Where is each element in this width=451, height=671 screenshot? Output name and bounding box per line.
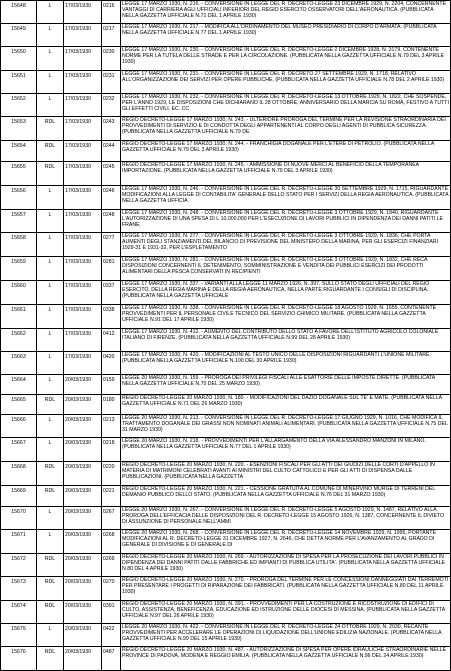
- table-row: [1, 352, 451, 375]
- act-number: 15659: [1, 257, 37, 281]
- act-type: L: [37, 257, 64, 281]
- act-page: 0487: [102, 647, 121, 671]
- table-row: [1, 601, 451, 624]
- act-page: 0248: [102, 210, 121, 233]
- act-description-text: REGIO DECRETO-LEGGE 20 MARZO 1930, N. 270. - PROROGA DEL TERMINE PER LE CONCESSIONI DANNEGGIATI DAI TERREMOTI PER PRESENTARE I PROGETTI DI RIPARAZIONE DEI FABBRICATI. (PUBBLICATA NELLA GAZZETTA UFFICIALE N.80 DEL 11 APRILE 1930): [122, 577, 449, 596]
- act-description-text: LEGGE 20 MARZO 1930, N. 218. - PROVVEDIMENTI PER L'ALLARGAMENTO DELLA VIA ALESSANDRO MANZONI IN MILANO. (PUBBLICATA NELLA GAZZETTA UFFICIALE N.77 DEL 1 APRILE 1930): [122, 438, 426, 451]
- table-row: [1, 375, 451, 395]
- act-description: [121, 530, 451, 554]
- act-date: 17/03/1930: [64, 210, 102, 233]
- act-date: 17/03/1930: [64, 257, 102, 281]
- act-page: 0422: [102, 624, 121, 647]
- act-number: 15649: [1, 24, 37, 47]
- act-date: 17/03/1930: [64, 47, 102, 71]
- act-number: 15664: [1, 375, 37, 395]
- table-row: [1, 415, 451, 438]
- table-row: [1, 530, 451, 554]
- act-date: 17/03/1930: [64, 281, 102, 305]
- table-row: [1, 257, 451, 281]
- act-type: L: [37, 186, 64, 210]
- table-row: [1, 94, 451, 117]
- act-description: [121, 462, 451, 486]
- act-description: [121, 24, 451, 47]
- act-description-text: LEGGE 17 MARZO 1930, N. 412. - AUMENTO DEL CONTRIBUTO DELLO STATO A FAVORE DELL'ISTITUTO AGRICOLO COLONIALE ITALIANO DI FIRENZE. (PUBBLICATA NELLA GAZZETTA UFFICIALE N.99 DEL 28 APRILE 1930): [122, 329, 439, 342]
- act-description: [121, 647, 451, 671]
- act-number: 15672: [1, 554, 37, 577]
- act-description: [121, 71, 451, 94]
- table-row: [1, 462, 451, 486]
- table-row: [1, 117, 451, 141]
- act-description-text: REGIO DECRETO-LEGGE 20 MARZO 1930, N. 391. - PROVVEDIMENTI PER LA COSTRUZIONE E RICOSTRUZIONE DI EDIFICI DI CULTO, ASSISTENZA, BENEFICENZA, EDUCAZIONE ED ISTRUZIONE DELLE DIOCESI DI MESSINA. (PUBBLICATA NELLA GAZZETTA UFFICIALE N.97 DEL 26 APRILE 1930): [122, 601, 445, 620]
- act-description: [121, 507, 451, 530]
- act-date: 20/03/1930: [64, 530, 102, 554]
- act-number: 15661: [1, 305, 37, 329]
- act-type: L: [37, 624, 64, 647]
- act-page: 0268: [102, 530, 121, 554]
- table-row: [1, 624, 451, 647]
- act-number: 15673: [1, 577, 37, 601]
- act-date: 20/03/1930: [64, 624, 102, 647]
- act-type: L: [37, 24, 64, 47]
- act-number: 15675: [1, 624, 37, 647]
- act-page: 0338: [102, 305, 121, 329]
- table-row: [1, 141, 451, 162]
- act-page: 0213: [102, 415, 121, 438]
- act-description-text: LEGGE 17 MARZO 1930, N. 277. - CONVERSIONE IN LEGGE DEL R. DECRETO-LEGGE 3 OTTOBRE 1929, N. 1836, CHE PORTA AUMENTI DEGLI STANZIAMENTI DEL BILANCIO DI PREVISIONE DEL MINISTERO DELLA MARINA, PER GLI ESERCIZI FINANZIARI 1929-31 E 1931-32, PER L'ESPLETAMENTO: [122, 233, 439, 252]
- act-type: L: [37, 352, 64, 375]
- act-description-text: REGIO DECRETO-LEGGE 17 MARZO 1930, N. 245. - AMMISSIONE DI NUOVE MERCI AL BENEFICIO DELLA TEMPORANEA IMPORTAZIONE. (PUBBLICATA NELLA GAZZETTA UFFICIALE N.79 DEL 3 APRILE 1930): [122, 162, 419, 175]
- act-number: 15666: [1, 415, 37, 438]
- act-number: 15667: [1, 438, 37, 462]
- act-page: 0245: [102, 162, 121, 186]
- act-description: [121, 210, 451, 233]
- act-number: 15651: [1, 71, 37, 94]
- table-row: [1, 210, 451, 233]
- act-number: 15671: [1, 530, 37, 554]
- act-description-text: REGIO DECRETO-LEGGE 17 MARZO 1930, N. 243. - ULTERIORE PROROGA DEL TERMINE PER LA REVISIONE STRAORDINARIA DEI PROVVEDIMENTI DI SERVIZIO E DI CONDOTTA DEGLI APPARTENENTI AL CORPO DEGLI AGENTI DI PUBBLICA SICUREZZA. (PUBBLICATA NELLA GAZZETTA UFFICIALE N.79 DE: [122, 117, 446, 136]
- act-number: 15655: [1, 162, 37, 186]
- act-number: 15663: [1, 352, 37, 375]
- act-page: 0267: [102, 507, 121, 530]
- act-date: 20/03/1930: [64, 577, 102, 601]
- act-description-text: LEGGE 17 MARZO 1930, N. 420. - MODIFICAZIONI AL TESTO UNICO DELLE DISPOSIZIONI RIGUARDANTI L'UNIONE MILITARE. (PUBBLICATA NELLA GAZZETTA UFFICIALE N.100 DEL 30 APRILE 1930): [122, 352, 431, 365]
- act-type: RDL: [37, 162, 64, 186]
- act-number: 15656: [1, 186, 37, 210]
- act-page: 0391: [102, 601, 121, 624]
- act-date: 17/03/1930: [64, 186, 102, 210]
- act-description: [121, 352, 451, 375]
- act-type: RDL: [37, 117, 64, 141]
- act-number: 15670: [1, 507, 37, 530]
- act-number: 15662: [1, 329, 37, 352]
- act-type: RDL: [37, 141, 64, 162]
- act-type: RDL: [37, 554, 64, 577]
- act-page: 0221: [102, 486, 121, 507]
- act-description-text: LEGGE 20 MARZO 1930, N. 422. - CONVERSIONE IN LEGGE DEL R. DECRETO-LEGGE 24 OTTOBRE 1929, N. 2030, RECANTE PROVVEDIMENTI PER ACCELERARE LE OPERAZIONI DI LIQUIDAZIONE DELL'UNIONE EDILIZIA NAZIONALE. (PUBBLICATA NELLA GAZZETTA UFFICIALE N.99 DEL 15 APRILE 1930): [122, 624, 442, 643]
- act-type: L: [37, 233, 64, 257]
- act-number: 15658: [1, 233, 37, 257]
- table-row: [1, 233, 451, 257]
- act-description-text: LEGGE 17 MARZO 1930, N. 281. - CONVERSIONE IN LEGGE DEL R. DECRETO-LEGGE 3 OTTOBRE 1929, N. 1832, CHE RECA DISPOSIZIONI CONCERNENTI IL DETENIMENTO, SOMMINISTRAZIONE E VENDITA DEI PUBBLICI ESERCIZI DEI PRODOTTI ALIMENTARI DELLA PESCA CONSERVATI IN RECIPIENTI: [122, 257, 428, 276]
- table-row: [1, 281, 451, 305]
- act-type: L: [37, 1, 64, 24]
- act-description: [121, 281, 451, 305]
- act-date: 20/03/1930: [64, 395, 102, 415]
- act-description: [121, 162, 451, 186]
- act-number: 15676: [1, 647, 37, 671]
- table-row: [1, 47, 451, 71]
- act-description: [121, 305, 451, 329]
- act-number: 15648: [1, 1, 37, 24]
- act-date: 20/03/1930: [64, 462, 102, 486]
- table-row: [1, 24, 451, 47]
- act-page: 0230: [102, 47, 121, 71]
- table-row: [1, 162, 451, 186]
- act-type: L: [37, 94, 64, 117]
- act-description: [121, 141, 451, 162]
- act-description-text: LEGGE 20 MARZO 1930, N. 267. - CONVERSIONE IN LEGGE DEL R. DECRETO-LEGGE 5 AGOSTO 1929, N. 1487, RELATIVO ALLA PROROGA DELL'EFFICACIA DELLE DISPOSIZIONI DEL R. DECRETO-LEGGE 15 AGOSTO 1926, N. 1387, CONCERNENTE IL DIVIETO DI ASSUNZIONE DI PERSONALE NELL'AMMI: [122, 507, 445, 526]
- act-description-text: REGIO DECRETO-LEGGE 20 MARZO 1930, N. 221. - CESSIONE GRATUITA AL COMUNE DI MINERVINO MURGE DI TERRENI DEL DEMANIO PUBBLICO DELLO STATO. (PUBBLICATA NELLA GAZZETTA UFFICIALE N.76 DEL 31 MARZO 1930): [122, 486, 436, 499]
- act-date: 17/03/1930: [64, 1, 102, 24]
- act-description: [121, 577, 451, 601]
- act-description: [121, 438, 451, 462]
- act-description-text: LEGGE 17 MARZO 1930, N. 230. - CONVERSIONE IN LEGGE DEL R. DECRETO-LEGGE 2 DICEMBRE 1928, N. 3179, CONTENENTE NORME PER LA TUTELA DELLE STRADE E PER LA CIRCOLAZIONE. (PUBBLICATA NELLA GAZZETTA UFFICIALE N.79 DEL 3 APRILE 1930): [122, 47, 445, 66]
- act-page: 0180: [102, 395, 121, 415]
- act-page: 0281: [102, 257, 121, 281]
- act-description: [121, 257, 451, 281]
- table-row: [1, 438, 451, 462]
- act-date: 17/03/1930: [64, 71, 102, 94]
- act-description: [121, 624, 451, 647]
- table-row: [1, 486, 451, 507]
- act-description-text: LEGGE 17 MARZO 1930, N. 337. - VARIANTI ALLA LEGGE 11 MARZO 1926, N. 397, SULLO STATO DEGLI UFFICIALI DEL REGIO ESERCITO, DELLA REGIA MARINA E DELLA REGIA AERONAUTICA, NELLA PARTE RIGUARDANTE I CONSIGLI DI DISCIPLINA. (PUBBLICATA NELLA GAZZETTA UFFICIALE: [122, 281, 430, 300]
- act-number: 15660: [1, 281, 37, 305]
- act-description-text: LEGGE 20 MARZO 1930, N. 159. - PROROGA DEI PRIVILEGI FISCALI ALLE ESATTORIE DELLE IMPOSTE DIRETTE. (PUBBLICATA NELLA GAZZETTA UFFICIALE N.70 DEL 25 MARZO 1930): [122, 375, 435, 388]
- act-description-text: LEGGE 17 MARZO 1930, N. 338. - CONVERSIONE IN LEGGE DEL R. DECRETO-LEGGE 18 AGOSTO 1929, N. 1655, CONTENENTE PROVVEDIMENTI PER IL PERSONALE CIVILE TECNICO DEL SERVIZIO CHIMICO MILITARE. (PUBBLICATA NELLA GAZZETTA UFFICIALE N.91 DEL 17 APRILE 1930): [122, 305, 437, 324]
- table-row: [1, 1, 451, 24]
- act-type: L: [37, 281, 64, 305]
- act-type: L: [37, 375, 64, 395]
- act-number: 15665: [1, 395, 37, 415]
- table-row: [1, 554, 451, 577]
- act-date: 20/03/1930: [64, 647, 102, 671]
- act-description-text: REGIO DECRETO-LEGGE 17 MARZO 1930, N. 244. - FRANCHIGIA DOGANALE PER L'ETERE DI PETROLIO. (PUBBLICATA NELLA GAZZETTA UFFICIALE N.79 DEL 3 APRILE 1930): [122, 141, 435, 154]
- act-description-text: LEGGE 17 MARZO 1930, N. 232. - CONVERSIONE IN LEGGE DEL R. DECRETO-LEGGE 13 OTTOBRE 1929, N. 1822, CHE SOSPENDE, PER L'ANNO 1929, LE DISPOSIZIONI CHE DICHIARANO IL 28 OTTOBRE, ANNIVERSARIO DELLA MARCIA SU ROMA, FESTIVO A TUTTI GLI EFFETTI CIVILI. EC. CC: [122, 94, 449, 113]
- table-row: [1, 395, 451, 415]
- act-page: 0246: [102, 186, 121, 210]
- act-description: [121, 94, 451, 117]
- act-page: 0270: [102, 577, 121, 601]
- act-page: 0220: [102, 462, 121, 486]
- act-page: 0243: [102, 117, 121, 141]
- act-number: 15657: [1, 210, 37, 233]
- act-description-text: LEGGE 20 MARZO 1930, N. 268. - CONVERSIONE IN LEGGE DEL R. DECRETO-LEGGE 14 NOVEMBRE 1929, N. 1995, PORTANTE MODIFICAZIONI AL R. DECRETO-LEGGE 31 DICEMBRE 1927, N. 2646, CHE DETTA NORME PER L'AVANZAMENTO AL GRADO DI GENERALE DI DIVISIONE E DI GENERALE DI: [122, 530, 437, 549]
- act-type: RDL: [37, 462, 64, 486]
- act-type: L: [37, 329, 64, 352]
- act-description-text: LEGGE 17 MARZO 1930, N. 248. - CONVERSIONE IN LEGGE DEL R. DECRETO-LEGGE 3 OTTOBRE 1929, N. 1840, RIGUARDANTE L'AUTORIZZAZIONE DI UNA SPESA DI L.10.000.000 PER L'ESECUZIONE DI LAVORI PUBBLICI IN DIPENDENZA DEI DANNI PATITI LE FRANE.: [122, 210, 444, 229]
- act-type: L: [37, 438, 64, 462]
- act-date: 17/03/1930: [64, 329, 102, 352]
- act-type: L: [37, 507, 64, 530]
- act-page: 0232: [102, 94, 121, 117]
- act-date: 20/03/1930: [64, 415, 102, 438]
- act-description: [121, 233, 451, 257]
- act-description-text: LEGGE 17 MARZO 1930, N. 217. - MODIFICA ALL'ORDINAMENTO DEL MUSEO PRESIDIARIO DI CORPO D'ARMATA. (PUBBLICATA NELLA GAZZETTA UFFICIALE N.77 DEL 1 APRILE 1930): [122, 24, 437, 37]
- act-description: [121, 554, 451, 577]
- act-description-text: REGIO DECRETO-LEGGE 20 MARZO 1930, N. 487. - AUTORIZZAZIONE DI SPESA PER OPERE IDRAULICHE STRAORDINARIE NELLE PROVINCE DI PADOVA, MODENA E REGGIO EMILIA. (PUBBLICATA NELLA GAZZETTA UFFICIALE N.96 DEL 24 APRILE 1930): [122, 647, 447, 660]
- act-description-text: LEGGE 17 MARZO 1930, N. 231. - CONVERSIONE IN LEGGE DEL R. DECRETO 27 SETTEMBRE 1929, N. 1718, RELATIVO ALL'ORGANIZZAZIONE DEI SERVIZI PER OPERE PUBBLICHE. (PUBBLICATA NELLA GAZZETTA UFFICIALE N.78 DEL 2 APRILE 1930): [122, 71, 445, 84]
- act-page: 0244: [102, 141, 121, 162]
- table-row: [1, 71, 451, 94]
- act-date: 20/03/1930: [64, 486, 102, 507]
- act-number: 15668: [1, 462, 37, 486]
- act-number: 15650: [1, 47, 37, 71]
- act-type: L: [37, 210, 64, 233]
- table-row: [1, 647, 451, 671]
- table-body: [1, 1, 451, 671]
- act-date: 17/03/1930: [64, 94, 102, 117]
- act-type: RDL: [37, 486, 64, 507]
- table-row: [1, 186, 451, 210]
- act-date: 17/03/1930: [64, 305, 102, 329]
- act-description: [121, 375, 451, 395]
- act-type: L: [37, 415, 64, 438]
- act-page: 0231: [102, 71, 121, 94]
- act-description-text: LEGGE 17 MARZO 1930, N. 216. - CONVERSIONE IN LEGGE DEL R. DECRETO-LEGGE 23 DICEMBRE 1929, N. 2204, CONCERNENTE VANTAGGI DI CARRIERA AGLI UFFICIALI INFERIORI DEL REGIO ESERCITO OSSERVATORI DELL'AERONAUTICA. (PUBBLICATA NELLA GAZZETTA UFFICIALE N.71 DEL 1 APRILE 1930): [122, 1, 447, 20]
- act-page: 0277: [102, 233, 121, 257]
- table-row: [1, 507, 451, 530]
- act-page: 0217: [102, 24, 121, 47]
- act-description: [121, 47, 451, 71]
- act-description-text: REGIO DECRETO-LEGGE 20 MARZO 1930, N. 180. - MODIFICAZIONI DEL DAZIO DOGANALE SUL TE' E MATE. (PUBBLICATA NELLA GAZZETTA UFFICIALE N.71 DEL 26 MARZO 1930): [122, 395, 442, 408]
- act-description: [121, 415, 451, 438]
- act-date: 20/03/1930: [64, 438, 102, 462]
- act-page: 0159: [102, 375, 121, 395]
- act-page: 0420: [102, 352, 121, 375]
- act-date: 20/03/1930: [64, 507, 102, 530]
- act-type: L: [37, 71, 64, 94]
- act-number: 15653: [1, 117, 37, 141]
- act-description: [121, 329, 451, 352]
- act-description: [121, 601, 451, 624]
- act-description-text: REGIO DECRETO-LEGGE 20 MARZO 1930, N. 269. - AUTORIZZAZIONE DI SPESA PER LA PROSECUZIONE DEI LAVORI PUBBLICI IN DIPENDENZA DEI DANNI PATITI DALLE FABBRICHE ED IMPIANTI DI PUBBLICA UTILITA'. (PUBBLICATA NELLA GAZZETTA UFFICIALE N.80 DEL 4 APRILE 1930): [122, 554, 445, 573]
- table-row: [1, 577, 451, 601]
- table-row: [1, 329, 451, 352]
- act-description: [121, 117, 451, 141]
- act-description-text: LEGGE 17 MARZO 1930, N. 246. - CONVERSIONE IN LEGGE DEL R. DECRETO-LEGGE 30 SETTEMBRE 1929, N. 1715, RIGUARDANTE MODIFICAZIONI ALLA LEGGE DI CONTABILITA' GENERALE DELLO STATO PER I SERVIZI DELLA REGIA AERONAUTICA. (PUBBLICATA NELLA GAZZETTA UFFICIA: [122, 186, 449, 205]
- act-description: [121, 486, 451, 507]
- act-date: 17/03/1930: [64, 233, 102, 257]
- act-date: 20/03/1930: [64, 375, 102, 395]
- act-type: RDL: [37, 601, 64, 624]
- act-type: RDL: [37, 395, 64, 415]
- act-date: 17/03/1930: [64, 141, 102, 162]
- act-number: 15654: [1, 141, 37, 162]
- act-description: [121, 186, 451, 210]
- act-date: 17/03/1930: [64, 24, 102, 47]
- act-date: 20/03/1930: [64, 601, 102, 624]
- act-number: 15669: [1, 486, 37, 507]
- act-number: 15652: [1, 94, 37, 117]
- act-date: 17/03/1930: [64, 352, 102, 375]
- act-type: L: [37, 47, 64, 71]
- act-type: L: [37, 305, 64, 329]
- act-description: [121, 395, 451, 415]
- act-date: 17/03/1930: [64, 117, 102, 141]
- act-description-text: LEGGE 20 MARZO 1930, N. 213. - CONVERSIONE IN LEGGE DEL R. DECRETO-LEGGE 17 GIUGNO 1929, N. 1016, CHE MODIFICA IL TRATTAMENTO DOGANALE DEI GRASSI NON NOMINATI ANIMALI ALIMENTARI. (PUBBLICATA NELLA GAZZETTA UFFICIALE N.75 DEL 31 MARZO 1930): [122, 415, 448, 434]
- act-type: L: [37, 530, 64, 554]
- act-description: [121, 1, 451, 24]
- act-date: 17/03/1930: [64, 162, 102, 186]
- act-page: 0269: [102, 554, 121, 577]
- act-description-text: REGIO DECRETO-LEGGE 20 MARZO 1930, N. 220. - ESENZIONI FISCALI PER GLI ATTI DEI GIUDIZI DELLE CORTI D'APPELLO IN MATERIA DI MATRIMONI CELEBRATI AVANTI AI MINISTRI DEL CULTO CATTOLICO E PER GLI ATTI DI DISPENSA DALLE PUBBLICAZIONI. (PUBBLICATA NELLA GAZZETTA: [122, 462, 435, 481]
- act-type: RDL: [37, 577, 64, 601]
- act-page: 0412: [102, 329, 121, 352]
- act-page: 0337: [102, 281, 121, 305]
- act-type: RDL: [37, 647, 64, 671]
- table-row: [1, 305, 451, 329]
- act-number: 15674: [1, 601, 37, 624]
- act-page: 0216: [102, 1, 121, 24]
- act-page: 0218: [102, 438, 121, 462]
- act-date: 20/03/1930: [64, 554, 102, 577]
